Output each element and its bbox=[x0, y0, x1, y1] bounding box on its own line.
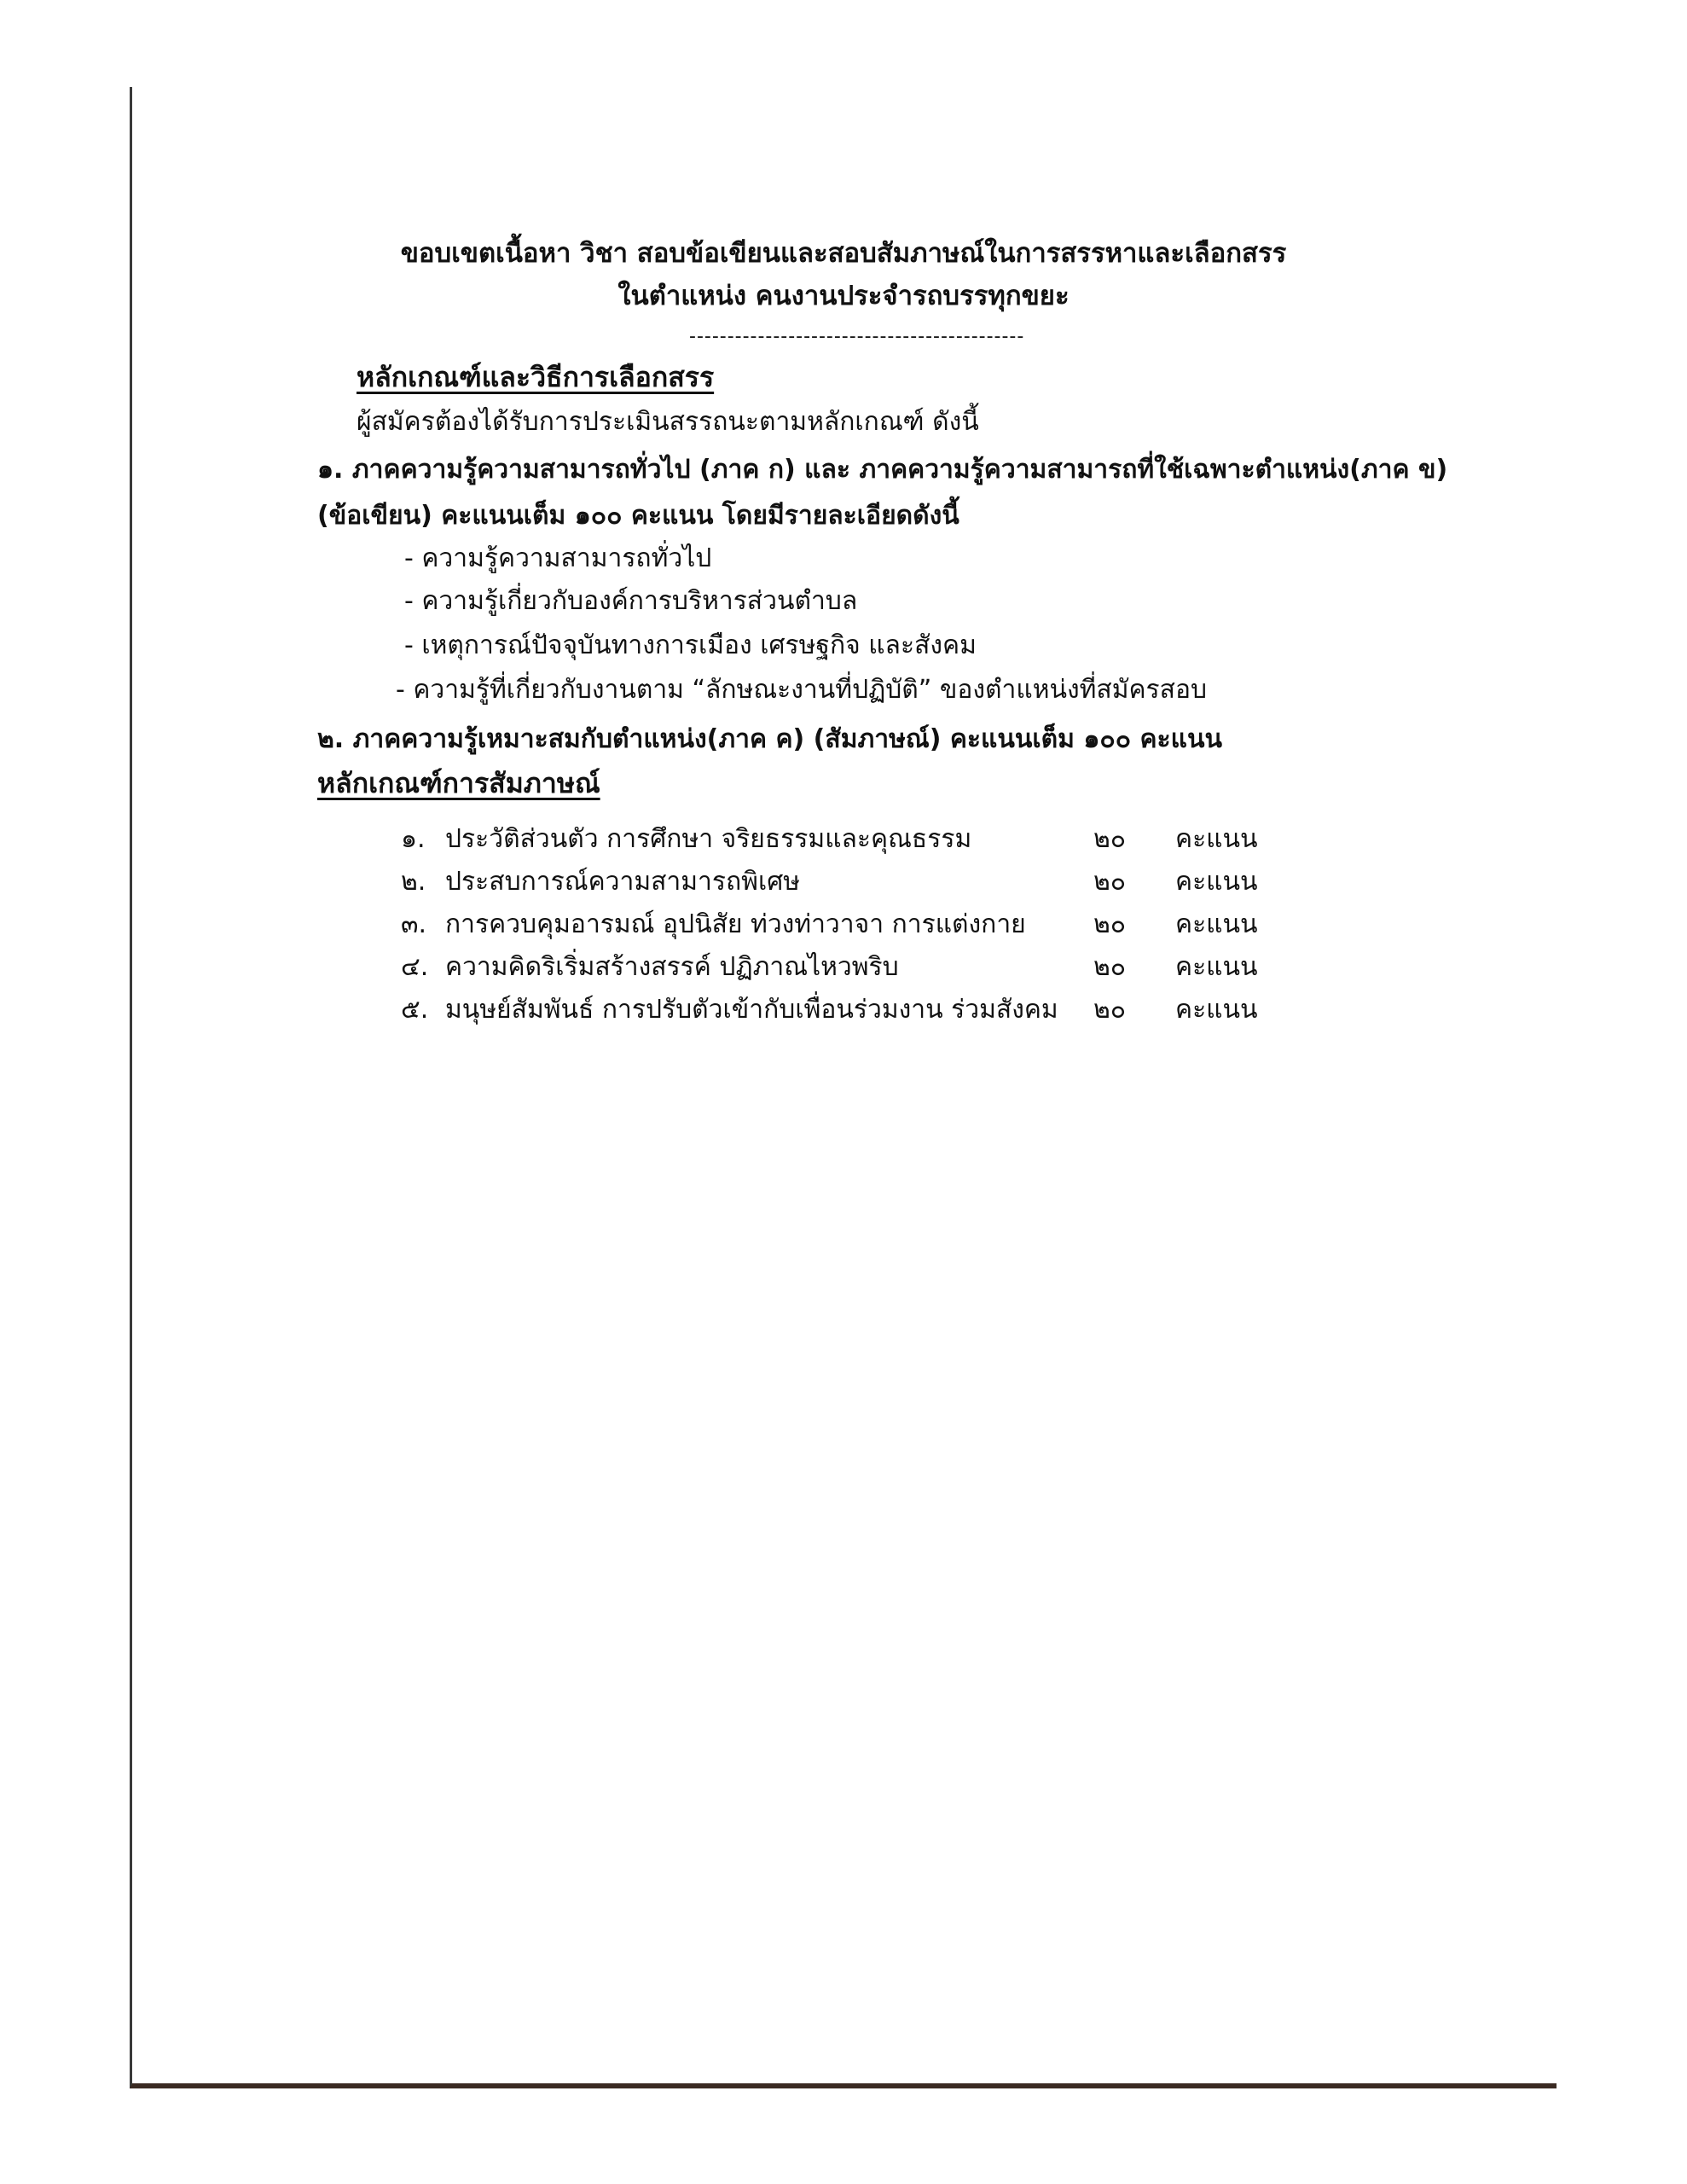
criteria-unit: คะแนน bbox=[1175, 824, 1258, 854]
criteria-text: ความคิดริเริ่มสร้างสรรค์ ปฏิภาณไหวพริบ bbox=[445, 952, 899, 982]
criteria-text: ประสบการณ์ความสามารถพิเศษ bbox=[445, 867, 801, 897]
part1-item: - ความรู้ความสามารถทั่วไป bbox=[404, 543, 712, 573]
criteria-number: ๔. bbox=[401, 952, 429, 982]
part1-item: - เหตุการณ์ปัจจุบันทางการเมือง เศรษฐกิจ และสังคม bbox=[404, 630, 977, 660]
criteria-text: การควบคุมอารมณ์ อุปนิสัย ท่วงท่าวาจา การแต่งกาย bbox=[445, 909, 1026, 939]
part1-item: - ความรู้ที่เกี่ยวกับงานตาม “ลักษณะงานที่ปฏิบัติ” ของตำแหน่งที่สมัครสอบ bbox=[396, 675, 1208, 705]
selection-heading: หลักเกณฑ์และวิธีการเลือกสรร bbox=[357, 361, 715, 393]
part2-line: ๒. ภาคความรู้เหมาะสมกับตำแหน่ง(ภาค ค) (สัมภาษณ์) คะแนนเต็ม ๑๐๐ คะแนน bbox=[317, 724, 1222, 754]
criteria-row bbox=[0, 947, 1687, 981]
part1-item: - ความรู้เกี่ยวกับองค์การบริหารส่วนตำบล bbox=[404, 586, 858, 616]
part1-line1: ๑. ภาคความรู้ความสามารถทั่วไป (ภาค ก) และ ภาคความรู้ความสามารถที่ใช้เฉพาะตำแหน่ง(ภาค ข) bbox=[317, 455, 1448, 485]
criteria-row bbox=[0, 819, 1687, 853]
criteria-unit: คะแนน bbox=[1175, 909, 1258, 939]
criteria-number: ๓. bbox=[401, 909, 427, 939]
criteria-text: ประวัติส่วนตัว การศึกษา จริยธรรมและคุณธรรม bbox=[445, 824, 972, 854]
interview-heading: หลักเกณฑ์การสัมภาษณ์ bbox=[317, 767, 600, 799]
criteria-score: ๒๐ bbox=[1093, 824, 1127, 854]
criteria-score: ๒๐ bbox=[1093, 909, 1127, 939]
criteria-score: ๒๐ bbox=[1093, 867, 1127, 897]
criteria-unit: คะแนน bbox=[1175, 867, 1258, 897]
criteria-number: ๕. bbox=[401, 995, 429, 1025]
title-divider: -------------------------------------------- bbox=[689, 326, 1025, 347]
criteria-score: ๒๐ bbox=[1093, 995, 1127, 1025]
criteria-unit: คะแนน bbox=[1175, 952, 1258, 982]
part1-line2: (ข้อเขียน) คะแนนเต็ม ๑๐๐ คะแนน โดยมีรายละเอียดดังนี้ bbox=[317, 501, 959, 531]
criteria-row bbox=[0, 862, 1687, 896]
criteria-row bbox=[0, 990, 1687, 1024]
criteria-number: ๒. bbox=[401, 867, 426, 897]
document-title-line1: ขอบเขตเนื้อหา วิชา สอบข้อเขียนและสอบสัมภาษณ์ในการสรรหาและเลือกสรร bbox=[400, 238, 1287, 269]
criteria-score: ๒๐ bbox=[1093, 952, 1127, 982]
document-title-line2: ในตำแหน่ง คนงานประจำรถบรรทุกขยะ bbox=[617, 281, 1070, 311]
criteria-text: มนุษย์สัมพันธ์ การปรับตัวเข้ากับเพื่อนร่วมงาน ร่วมสังคม bbox=[445, 995, 1058, 1025]
criteria-unit: คะแนน bbox=[1175, 995, 1258, 1025]
scanned-page bbox=[130, 87, 1557, 2088]
criteria-number: ๑. bbox=[401, 824, 426, 854]
selection-intro: ผู้สมัครต้องได้รับการประเมินสรรถนะตามหลักเกณฑ์ ดังนี้ bbox=[357, 407, 979, 437]
criteria-row bbox=[0, 904, 1687, 938]
